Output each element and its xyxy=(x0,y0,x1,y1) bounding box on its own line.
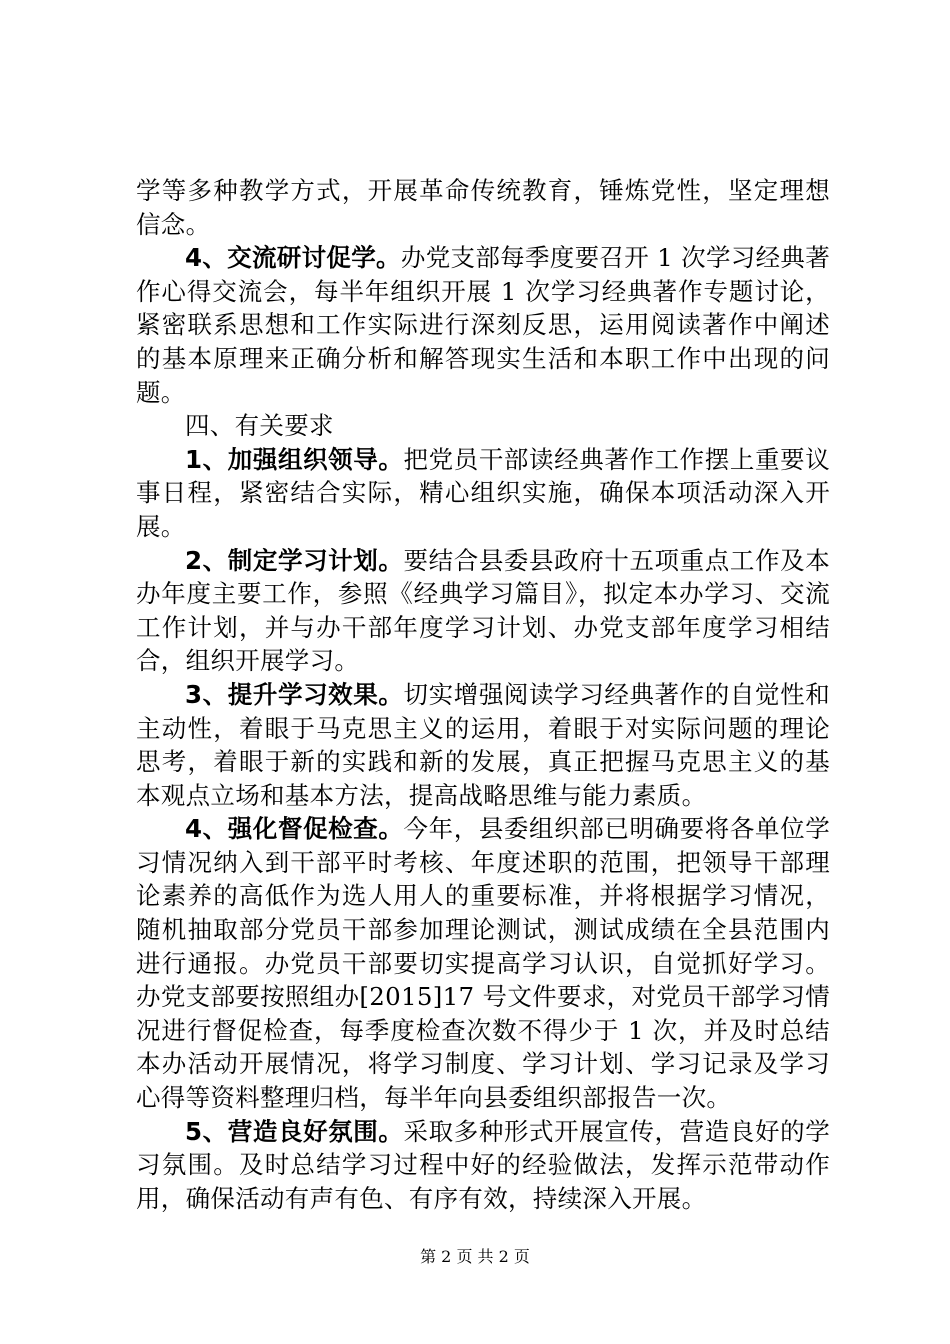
section-heading-text: 四、有关要求 xyxy=(185,411,334,441)
paragraph-study-effect xyxy=(136,678,830,812)
paragraph-lead: 4、强化督促检查。 xyxy=(185,814,404,844)
paragraph-exchange-discussion xyxy=(136,241,830,409)
page-footer: 第 2 页 共 2 页 xyxy=(420,1247,530,1266)
paragraph-text: 要结合县委县政府十五项重点工作及本办年度主要工作，参照《经典学习篇目》，拟定本办学习、交流工作计划，并与办干部年度学习计划、办党支部年度学习相结合，组织开展学习。 xyxy=(136,545,830,676)
paragraph-atmosphere xyxy=(136,1115,830,1216)
paragraph-lead: 5、营造良好氛围。 xyxy=(185,1116,404,1146)
paragraph-text: 采取多种形式开展宣传，营造良好的学习氛围。及时总结学习过程中好的经验做法，发挥示范带动作用，确保活动有声有色、有序有效，持续深入开展。 xyxy=(136,1116,830,1213)
paragraph-lead: 3、提升学习效果。 xyxy=(185,679,404,709)
paragraph-lead: 2、制定学习计划。 xyxy=(185,545,404,575)
paragraph-text: 切实增强阅读学习经典著作的自觉性和主动性，着眼于马克思主义的运用，着眼于对实际问题的理论思考，着眼于新的实践和新的发展，真正把握马克思主义的基本观点立场和基本方法，提高战略思维与能力素质。 xyxy=(136,679,830,810)
paragraph-text: 今年，县委组织部已明确要将各单位学习情况纳入到干部平时考核、年度述职的范围，把领导干部理论素养的高低作为选人用人的重要标准，并将根据学习情况，随机抽取部分党员干部参加理论测试，测试成绩在全县范围内进行通报。办党员干部要切实提高学习认识，自觉抓好学习。办党支部要按照组办[2015]17 号文件要求，对党员干部学习情况进行督促检查，每季度检查次数不得少于 1 次，并及时总结本办活动开展情况，将学习制度、学习计划、学习记录及学习心得等资料整理归档，每半年向县委组织部报告一次。 xyxy=(136,814,830,1113)
document-body xyxy=(136,174,830,1215)
section-heading-requirements xyxy=(136,409,830,443)
paragraph-supervision xyxy=(136,812,830,1114)
paragraph-study-plan xyxy=(136,544,830,678)
paragraph-lead: 4、交流研讨促学。 xyxy=(185,243,401,273)
paragraph-lead: 1、加强组织领导。 xyxy=(185,444,404,474)
paragraph-continuation xyxy=(136,174,830,241)
paragraph-text: 把党员干部读经典著作工作摆上重要议事日程，紧密结合实际，精心组织实施，确保本项活动深入开展。 xyxy=(136,444,830,541)
paragraph-leadership xyxy=(136,443,830,544)
paragraph-text: 学等多种教学方式，开展革命传统教育，锤炼党性，坚定理想信念。 xyxy=(136,176,830,239)
paragraph-text: 办党支部每季度要召开 1 次学习经典著作心得交流会，每半年组织开展 1 次学习经典著作专题讨论，紧密联系思想和工作实际进行深刻反思，运用阅读著作中阐述的基本原理来正确分析和解答现实生活和本职工作中出现的问题。 xyxy=(136,243,830,407)
